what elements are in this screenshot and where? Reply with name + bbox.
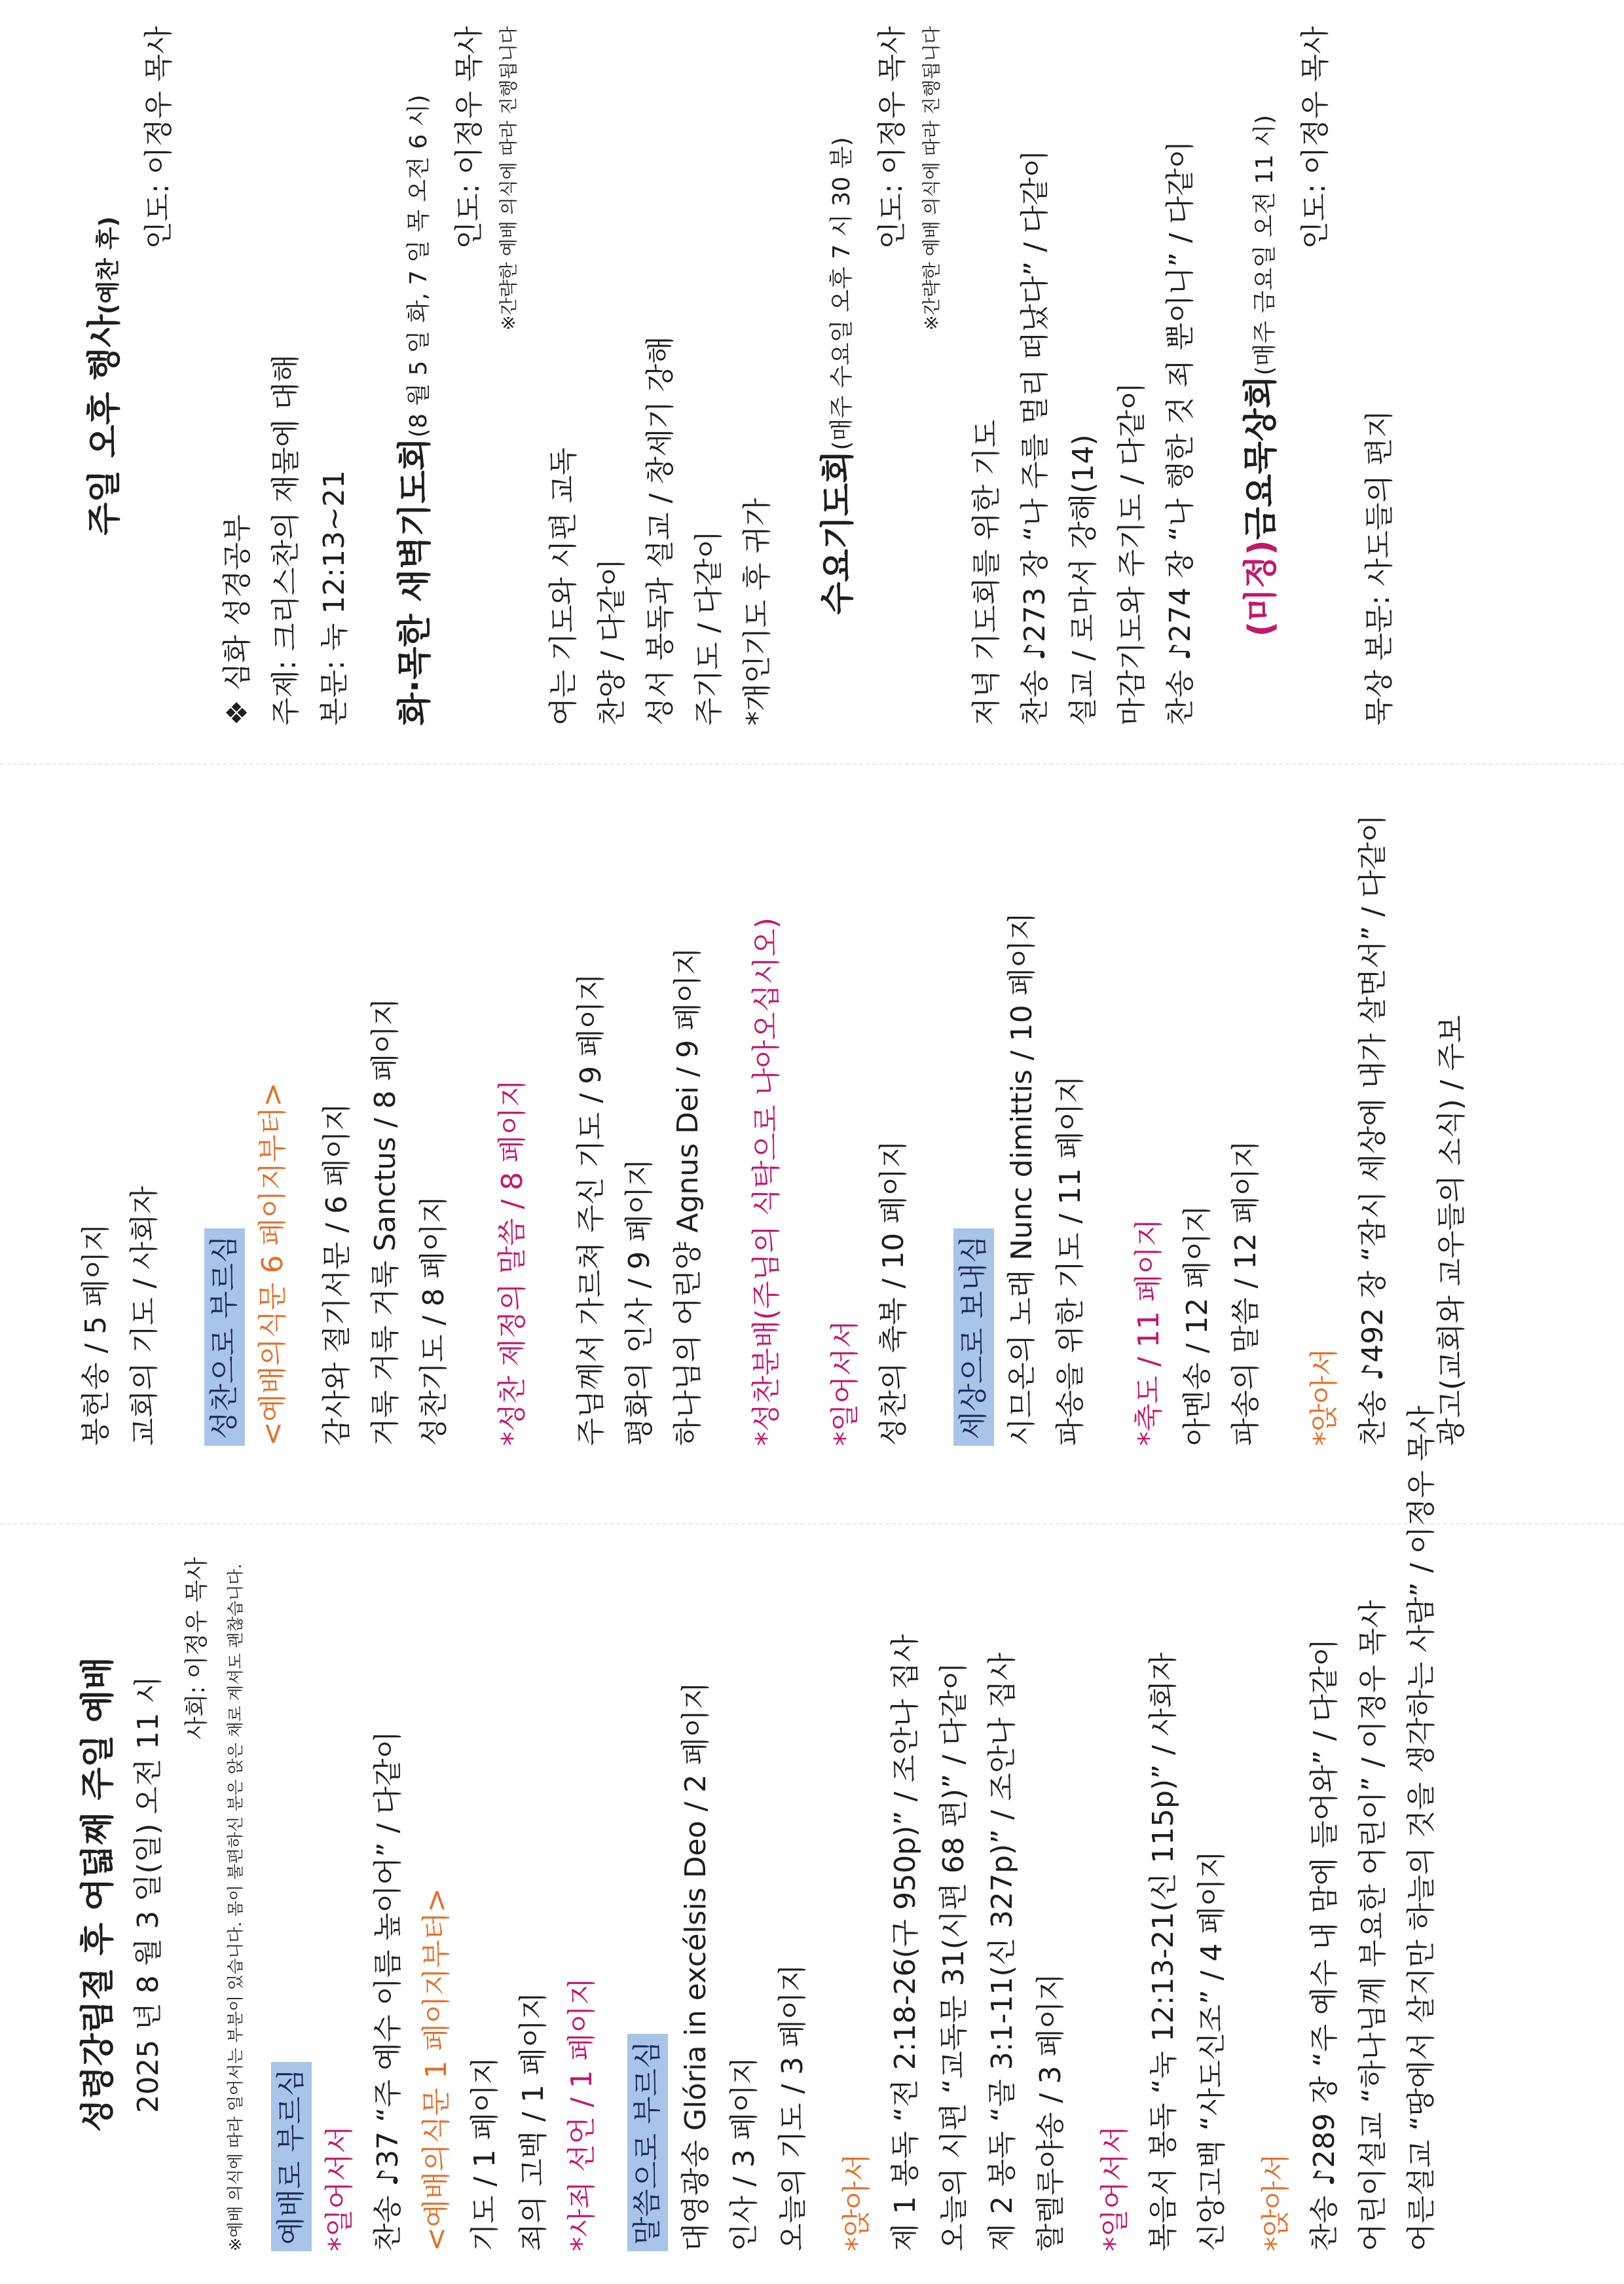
worship-title: 성령강림절 후 여덟째 주일 예배 (79, 1657, 118, 2132)
order-item: 성찬의 축복 / 10 페이지 (877, 1140, 910, 1446)
order-item: 제 2 봉독 “골 3:1-11(신 327p)” / 조안나 집사 (986, 1652, 1019, 2251)
bible-study-heading: ❖ 심화 성경공부 (221, 514, 254, 726)
order-item: 찬양 / 다같이 (595, 558, 629, 726)
order-item: 주님께서 가르쳐 주신 기도 / 9 페이지 (574, 973, 608, 1446)
section-badge: 말씀으로 부르심 (627, 2034, 668, 2251)
afternoon-leader: 인도: 이정우 목사 (142, 26, 175, 249)
sit-instruction: *앉아서 (840, 2153, 874, 2251)
order-item: 신앙고백 “사도신조” / 4 페이지 (1195, 1851, 1228, 2251)
liturgy-reference: <예배의식문 1 페이지부터> (420, 1888, 453, 2251)
stand-instruction: *일어서서 (828, 1319, 862, 1446)
order-item: 설교 / 로마서 강해(14) (1067, 434, 1100, 726)
order-item: 감사와 절기서문 / 6 페이지 (320, 1103, 354, 1446)
dawn-prayer-leader: 인도: 이정우 목사 (452, 26, 486, 249)
order-item: 성서 봉독과 설교 / 창세기 강해 (644, 336, 677, 726)
dawn-prayer-title: 화·목한 새벽기도회(8 월 5 일 화, 7 일 목 오전 6 시) (396, 94, 435, 726)
hymn-item: 찬송 ♪274 장 “나 행한 것 죄 뿐이니” / 다같이 (1164, 140, 1197, 726)
section-badge: 세상으로 보내심 (953, 1228, 994, 1446)
order-item: 평화의 인사 / 9 페이지 (623, 1158, 656, 1446)
order-item: 오늘의 시편 “교독문 31(시편 68 편)” / 다같이 (937, 1662, 970, 2251)
order-item: 오늘의 기도 / 3 페이지 (776, 1964, 809, 2251)
wednesday-prayer-leader: 인도: 이정우 목사 (876, 26, 909, 249)
bible-study-topic: 주제: 크리스찬의 재물에 대해 (269, 354, 303, 726)
order-item: *성찬 제정의 말씀 / 8 페이지 (496, 1079, 529, 1446)
hymn-item: 찬송 ♪273 장 “나 주를 멀리 떠났다” / 다같이 (1018, 149, 1052, 726)
order-item: 파송의 말씀 / 12 페이지 (1229, 1140, 1263, 1446)
order-item: *성찬분배(주님의 식탁으로 나아오십시오) (750, 917, 783, 1446)
sit-instruction: *앉아서 (1308, 1348, 1341, 1446)
order-item: 마감기도와 주기도 / 다같이 (1115, 382, 1149, 726)
section-badge: 성찬으로 부르심 (204, 1228, 245, 1446)
order-item: *사죄 선언 / 1 페이지 (565, 1977, 599, 2251)
order-item: 교회의 기도 / 사회자 (128, 1186, 161, 1446)
hymn-item: 찬송 ♪289 장 “주 예수 내 맘에 들어와” / 다같이 (1308, 1638, 1341, 2251)
order-item: 죄의 고백 / 1 페이지 (517, 1991, 550, 2251)
order-item: 시므온의 노래 Nunc dimittis / 10 페이지 (1005, 912, 1039, 1446)
worship-note: ※예배 의식에 따라 일어서는 부분이 있습니다. 몸이 불편하신 분은 앉은 채로 계셔도 괜찮습니다. (226, 1564, 245, 2251)
order-item: *축도 / 11 페이지 (1132, 1218, 1166, 1446)
friday-meditation-title: (미정)금요묵상회(매주 금요일 오전 11 시) (1242, 115, 1281, 637)
wednesday-prayer-title: 수요기도회(매주 수요일 오후 7 시 30 분) (819, 137, 858, 615)
order-item: 봉헌송 / 5 페이지 (79, 1223, 113, 1446)
order-item: 파송을 위한 기도 / 11 페이지 (1054, 1075, 1087, 1446)
liturgy-reference: <예배의식문 6 페이지부터> (256, 1082, 289, 1446)
stand-instruction: *일어서서 (1098, 2125, 1132, 2251)
communion-column (0, 765, 1624, 1524)
afternoon-title: 주일 오후 행사(예찬 후) (85, 216, 124, 536)
order-item: 여는 기도와 시편 교독 (547, 447, 580, 726)
events-column (0, 0, 1624, 765)
order-item: 인사 / 3 페이지 (728, 2056, 761, 2251)
bible-study-text: 본문: 눅 12:13~21 (318, 470, 351, 726)
hymn-item: 찬송 ♪37 “주 예수 이름 높이어” / 다같이 (371, 1731, 405, 2251)
stand-instruction: *일어서서 (323, 2125, 356, 2251)
order-item: 할렐루야송 / 3 페이지 (1034, 1973, 1067, 2251)
order-item: 성찬기도 / 8 페이지 (417, 1195, 451, 1446)
worship-officiant: 사회: 이정우 목사 (183, 1557, 210, 1740)
order-item: 기도 / 1 페이지 (468, 2056, 502, 2251)
hymn-item: 찬송 ♪492 장 “잠시 세상에 내가 살면서” / 다같이 (1356, 814, 1390, 1446)
section-badge: 예배로 부르심 (271, 2062, 312, 2251)
order-item: 어른설교 “땅에서 살지만 하늘의 것을 생각하는 사람” / 이정우 목사 (1405, 1405, 1438, 2251)
friday-meditation-leader: 인도: 이정우 목사 (1299, 26, 1332, 249)
order-item: 주기도 / 다같이 (692, 530, 726, 726)
order-item: 제 1 봉독 “전 2:18-26(구 950p)” / 조안나 집사 (889, 1634, 922, 2251)
order-item: 하나님의 어린양 Agnus Dei / 9 페이지 (671, 947, 705, 1446)
worship-column (0, 1405, 1624, 2284)
wednesday-prayer-note: ※간략한 예배 의식에 따라 진행됩니다 (921, 26, 942, 331)
order-item: 복음서 봉독 “눅 12:13-21(신 115p)” / 사회자 (1147, 1652, 1180, 2251)
sit-instruction: *앉아서 (1259, 2153, 1293, 2251)
order-item: 거룩 거룩 거룩 Sanctus / 8 페이지 (369, 997, 402, 1446)
order-item: 어린이설교 “하나님께 부요한 어린이” / 이정우 목사 (1356, 1600, 1390, 2251)
order-item: 저녁 기도회를 위한 기도 (970, 420, 1003, 726)
friday-meditation-text: 묵상 본문: 사도들의 편지 (1363, 410, 1396, 726)
order-item: 광고(교회와 교우들의 소식) / 주보 (1435, 1015, 1468, 1446)
dawn-prayer-note: ※간략한 예배 의식에 따라 진행됩니다 (498, 26, 519, 331)
order-item: 대영광송 Glória in excélsis Deo / 2 페이지 (679, 1682, 712, 2251)
order-item: 아멘송 / 12 페이지 (1181, 1205, 1214, 1446)
order-item: *개인기도 후 귀가 (741, 498, 774, 726)
worship-date: 2025 년 8 월 3 일(일) 오전 11 시 (132, 1676, 165, 2113)
